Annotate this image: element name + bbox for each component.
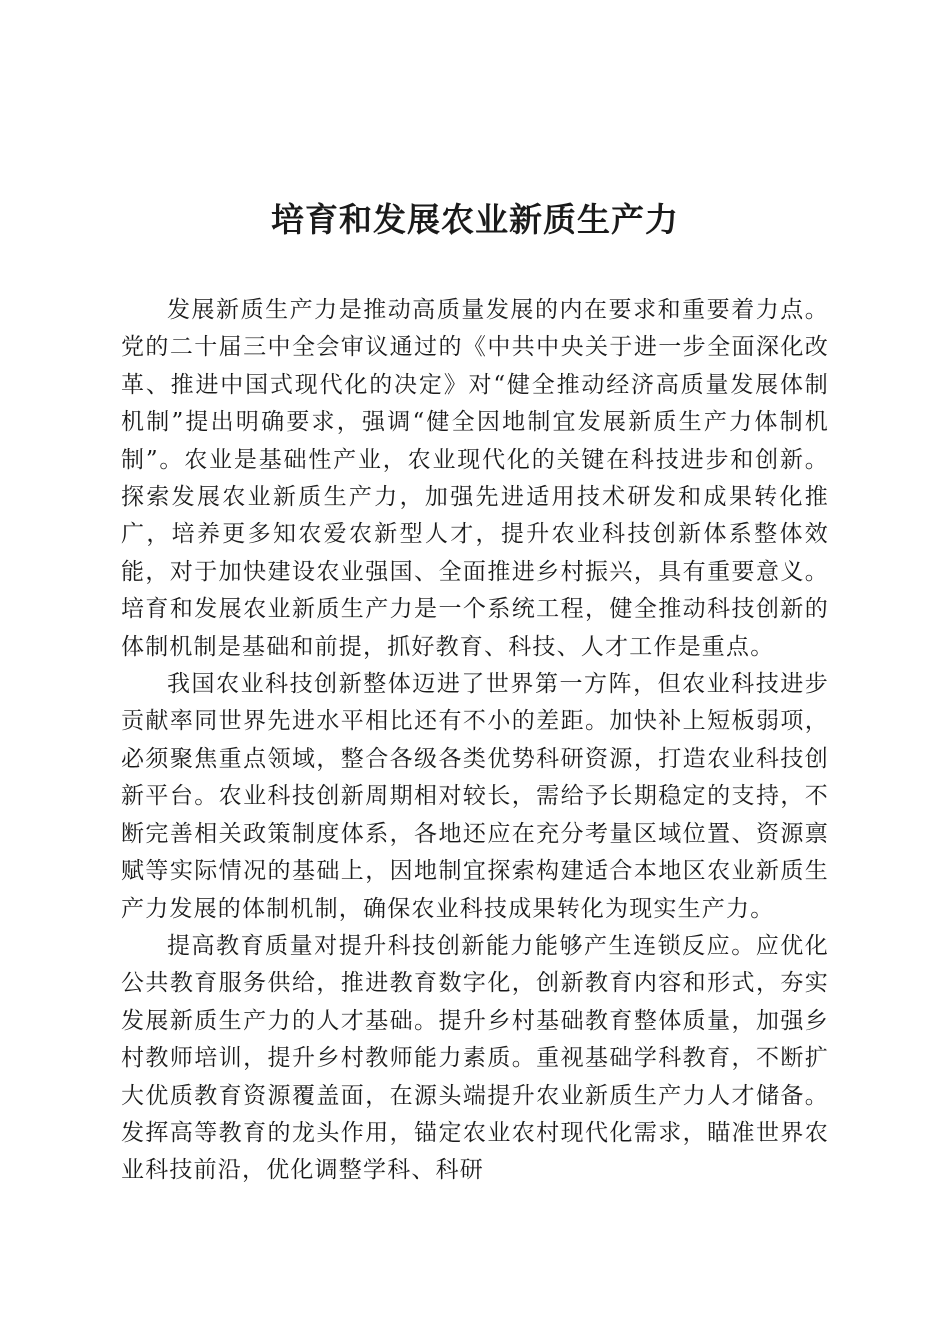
paragraph: 发展新质生产力是推动高质量发展的内在要求和重要着力点。党的二十届三中全会审议通过的《中共中央关于进一步全面深化改革、推进中国式现代化的决定》对“健全推动经济高质量发展体制机制”提出明确要求，强调“健全因地制宜发展新质生产力体制机制”。农业是基础性产业，农业现代化的关键在科技进步和创新。探索发展农业新质生产力，加强先进适用技术研发和成果转化推广，培养更多知农爱农新型人才，提升农业科技创新体系整体效能，对于加快建设农业强国、全面推进乡村振兴，具有重要意义。培育和发展农业新质生产力是一个系统工程，健全推动科技创新的体制机制是基础和前提，抓好教育、科技、人才工作是重点。 — [121, 297, 829, 660]
document-body — [121, 292, 829, 1190]
document-title: 培育和发展农业新质生产力 — [271, 200, 679, 239]
paragraph: 提高教育质量对提升科技创新能力能够产生连锁反应。应优化公共教育服务供给，推进教育数字化，创新教育内容和形式，夯实发展新质生产力的人才基础。提升乡村基础教育整体质量，加强乡村教师培训，提升乡村教师能力素质。重视基础学科教育，不断扩大优质教育资源覆盖面，在源头端提升农业新质生产力人才储备。发挥高等教育的龙头作用，锚定农业农村现代化需求，瞄准世界农业科技前沿，优化调整学科、科研 — [121, 932, 829, 1184]
paragraph: 我国农业科技创新整体迈进了世界第一方阵，但农业科技进步贡献率同世界先进水平相比还有不小的差距。加快补上短板弱项，必须聚焦重点领域，整合各级各类优势科研资源，打造农业科技创新平台。农业科技创新周期相对较长，需给予长期稳定的支持，不断完善相关政策制度体系，各地还应在充分考量区域位置、资源禀赋等实际情况的基础上，因地制宜探索构建适合本地区农业新质生产力发展的体制机制，确保农业科技成果转化为现实生产力。 — [121, 671, 829, 922]
